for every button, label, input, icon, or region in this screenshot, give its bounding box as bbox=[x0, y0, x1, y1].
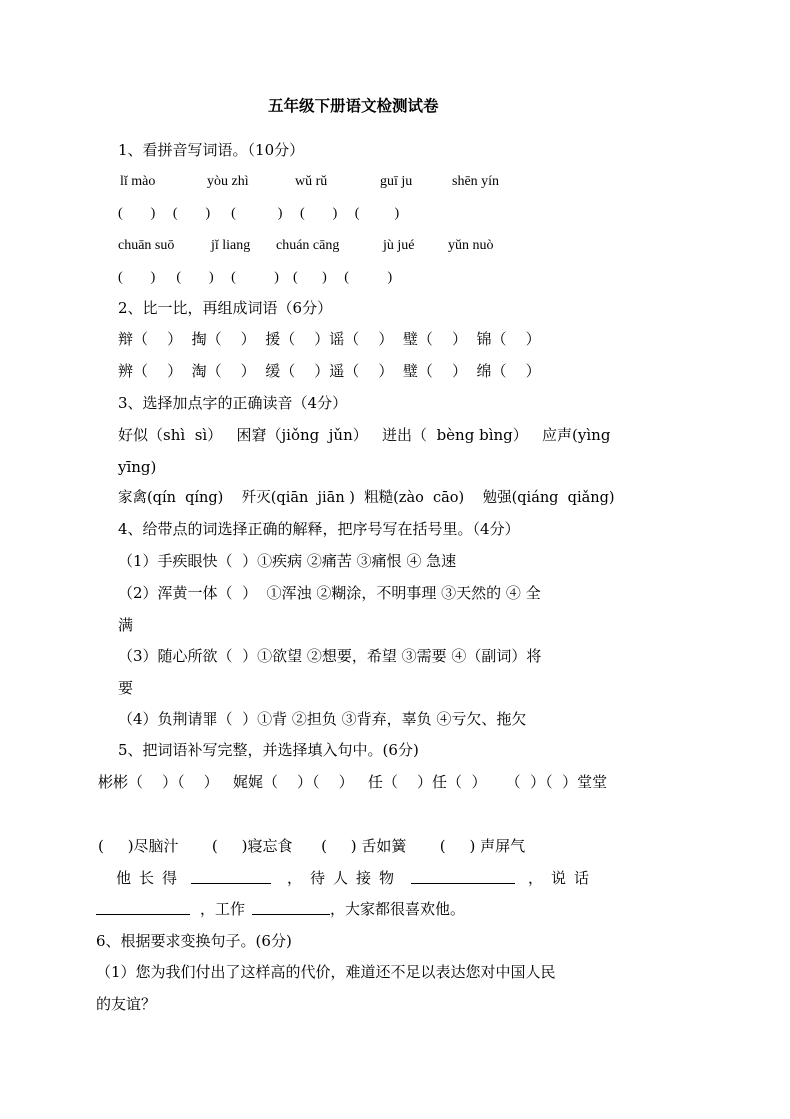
q1-pinyin-8: chuán cāng bbox=[276, 238, 340, 253]
q6-heading: 6、根据要求变换句子。(6分) bbox=[96, 932, 292, 950]
q5-sentence-part-4: ，工作 bbox=[200, 900, 246, 918]
q4-item-2-cont: 满 bbox=[118, 616, 134, 634]
q5-sentence-part-2: ，待人接物 bbox=[287, 869, 403, 887]
q3-row-1[interactable]: 好似（shì sì） 困窘（jiǒng jǔn） 迸出（ bèng bìng） 应声(yìng bbox=[118, 426, 611, 444]
q1-pinyin-3: wǔ rǔ bbox=[295, 174, 328, 189]
q3-row-2[interactable]: 家禽(qín qíng) 歼灭(qiān jiān ) 粗糙(zào cāo) 勉强(qiáng qiǎng) bbox=[118, 490, 615, 506]
q3-row-1-cont[interactable]: yīng) bbox=[118, 458, 157, 476]
q4-item-2[interactable]: （2）浑黄一体（ ） ①浑浊 ②糊涂，不明事理 ③天然的 ④ 全 bbox=[118, 584, 541, 602]
q1-pinyin-6: chuān suō bbox=[118, 238, 175, 253]
q4-heading: 4、给带点的词选择正确的解释，把序号写在括号里。（4分） bbox=[118, 520, 520, 538]
q4-item-3[interactable]: （3）随心所欲（ ）①欲望 ②想要，希望 ③需要 ④（副词）将 bbox=[118, 647, 542, 665]
q2-row-1[interactable]: 辩（ ） 掏（ ） 援（ ）谣（ ） 璧（ ） 锦（ ） bbox=[118, 330, 541, 348]
q1-heading: 1、看拼音写词语。（10分） bbox=[118, 141, 305, 159]
q1-pinyin-9: jù jué bbox=[383, 238, 415, 253]
q1-pinyin-1: lǐ mào bbox=[120, 174, 156, 189]
q5-blank-2[interactable] bbox=[411, 869, 515, 884]
q5-sentence-part-1: 他长得 bbox=[116, 869, 186, 887]
q6-item-1-cont: 的友谊？ bbox=[96, 995, 157, 1013]
page-title: 五年级下册语文检测试卷 bbox=[268, 96, 439, 115]
q2-row-2[interactable]: 辨（ ） 淘（ ） 缓（ ）遥（ ） 璧（ ） 绵（ ） bbox=[118, 362, 541, 380]
q4-item-1[interactable]: （1）手疾眼快（ ）①疾病 ②痛苦 ③痛恨 ④ 急速 bbox=[118, 552, 457, 570]
q5-blank-1[interactable] bbox=[191, 869, 271, 884]
q3-heading: 3、选择加点字的正确读音（4分） bbox=[118, 394, 348, 412]
q1-pinyin-4: guī ju bbox=[380, 174, 413, 189]
q1-pinyin-2: yòu zhì bbox=[207, 174, 249, 189]
q1-answer-blanks-2[interactable]: ( ) ( ) ( ) ( ) ( ) bbox=[118, 270, 393, 285]
q1-answer-blanks-1[interactable]: ( ) ( ) ( ) ( ) ( ) bbox=[118, 206, 400, 221]
q4-item-3-cont: 要 bbox=[118, 679, 134, 697]
q6-item-1: （1）您为我们付出了这样高的代价，难道还不足以表达您对中国人民 bbox=[96, 963, 556, 981]
q5-sentence-part-3: ，说话 bbox=[528, 869, 598, 887]
q1-pinyin-10: yǔn nuò bbox=[448, 238, 494, 253]
q5-words-row-1[interactable]: 彬彬（ ）（ ） 娓娓（ ）（ ） 任（ ）任（ ） （ ）（ ）堂堂 bbox=[98, 773, 608, 791]
q2-heading: 2、比一比，再组成词语（6分） bbox=[118, 299, 333, 317]
q5-sentence-part-5: ，大家都很喜欢他。 bbox=[330, 900, 466, 918]
q5-blank-3[interactable] bbox=[96, 900, 190, 915]
q1-pinyin-5: shēn yín bbox=[452, 174, 500, 189]
q5-words-row-2[interactable]: ( )尽脑汁 ( )寝忘食 ( ) 舌如簧 ( ) 声屏气 bbox=[98, 837, 526, 855]
q4-item-4[interactable]: （4）负荆请罪（ ）①背 ②担负 ③背弃，辜负 ④亏欠、拖欠 bbox=[118, 710, 527, 728]
q5-heading: 5、把词语补写完整，并选择填入句中。(6分) bbox=[118, 741, 419, 759]
q1-pinyin-7: jǐ liang bbox=[211, 238, 251, 253]
q5-blank-4[interactable] bbox=[252, 900, 330, 915]
